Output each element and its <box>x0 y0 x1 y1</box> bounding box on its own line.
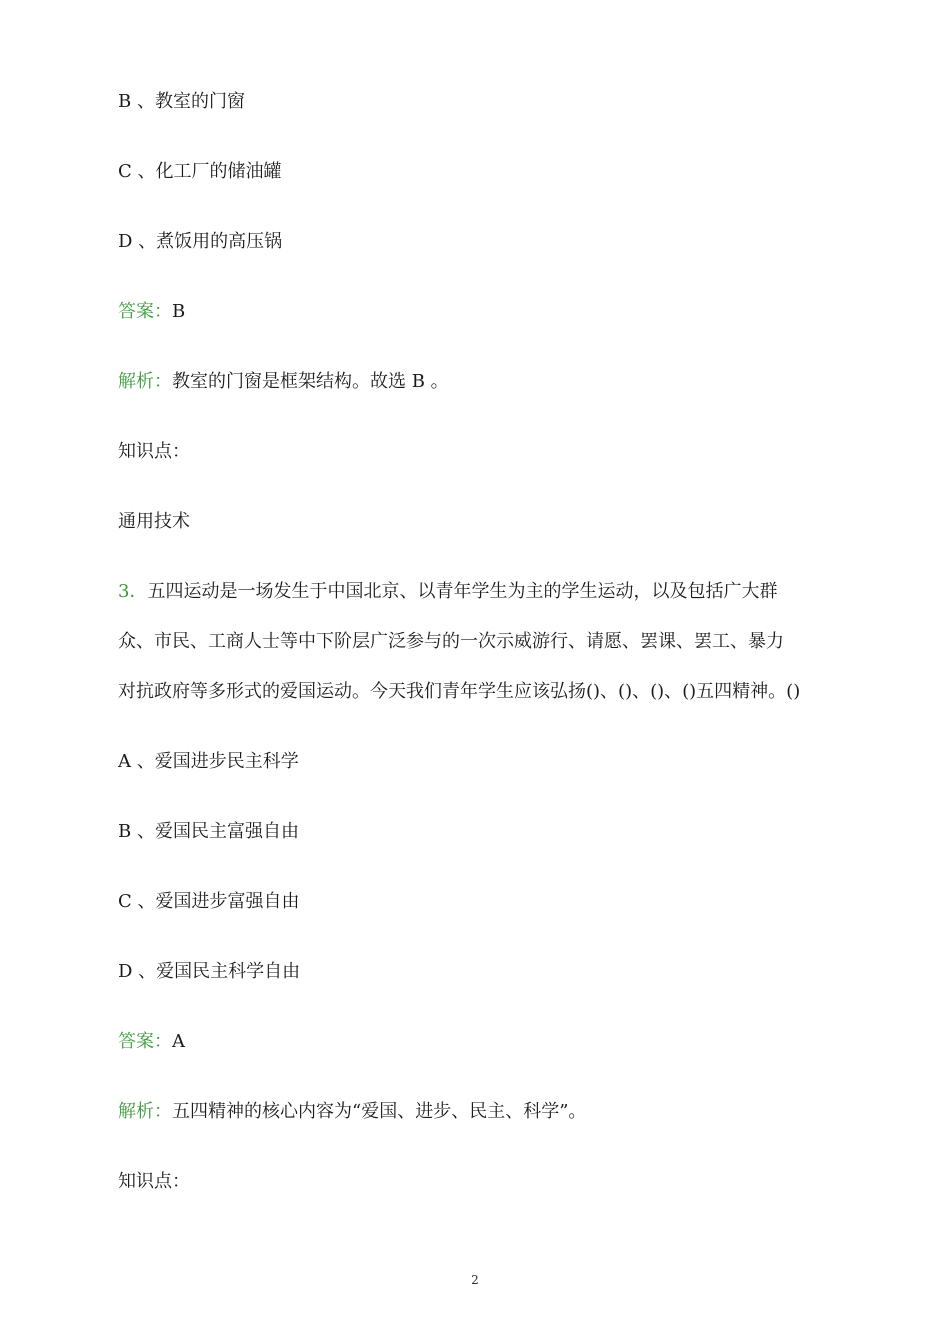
q3-analysis <box>118 1100 586 1124</box>
q2-analysis-label: 解析： <box>118 371 172 392</box>
q3-stem-line-2: 众、市民、工商人士等中下阶层广泛参与的一次示威游行、请愿、罢课、罢工、暴力 <box>118 631 784 652</box>
q2-answer-label: 答案： <box>118 301 172 322</box>
q2-option-c: C 、化工厂的储油罐 <box>118 161 282 182</box>
q2-option-b: B 、教室的门窗 <box>118 91 245 112</box>
q3-stem-line-1 <box>118 580 777 604</box>
q3-option-a: A 、爱国进步民主科学 <box>118 751 299 772</box>
q2-analysis <box>118 370 449 394</box>
q3-option-d: D 、爱国民主科学自由 <box>118 961 301 982</box>
q3-stem-text-1: 五四运动是一场发生于中国北京、以青年学生为主的学生运动，以及包括广大群 <box>147 581 778 602</box>
q2-knowledge-label: 知识点： <box>118 441 190 462</box>
q3-answer-value: A <box>172 1031 185 1052</box>
q2-answer <box>118 300 185 324</box>
q2-answer-value: B <box>172 301 186 322</box>
q3-number: 3． <box>118 581 148 602</box>
q3-analysis-label: 解析： <box>118 1101 172 1122</box>
q3-answer <box>118 1030 185 1054</box>
q3-knowledge-label: 知识点： <box>118 1171 190 1192</box>
q2-analysis-text: 教室的门窗是框架结构。故选 B 。 <box>172 371 449 392</box>
q3-analysis-text: 五四精神的核心内容为“爱国、进步、民主、科学”。 <box>172 1101 587 1122</box>
q3-option-c: C 、爱国进步富强自由 <box>118 891 300 912</box>
q3-option-b: B 、爱国民主富强自由 <box>118 821 299 842</box>
q3-stem-line-3: 对抗政府等多形式的爱国运动。今天我们青年学生应该弘扬()、()、()、()五四精神。() <box>118 681 801 702</box>
q3-answer-label: 答案： <box>118 1031 172 1052</box>
page-number: 2 <box>471 1273 479 1287</box>
q2-knowledge-value: 通用技术 <box>118 511 190 532</box>
q2-option-d: D 、煮饭用的高压锅 <box>118 231 283 252</box>
